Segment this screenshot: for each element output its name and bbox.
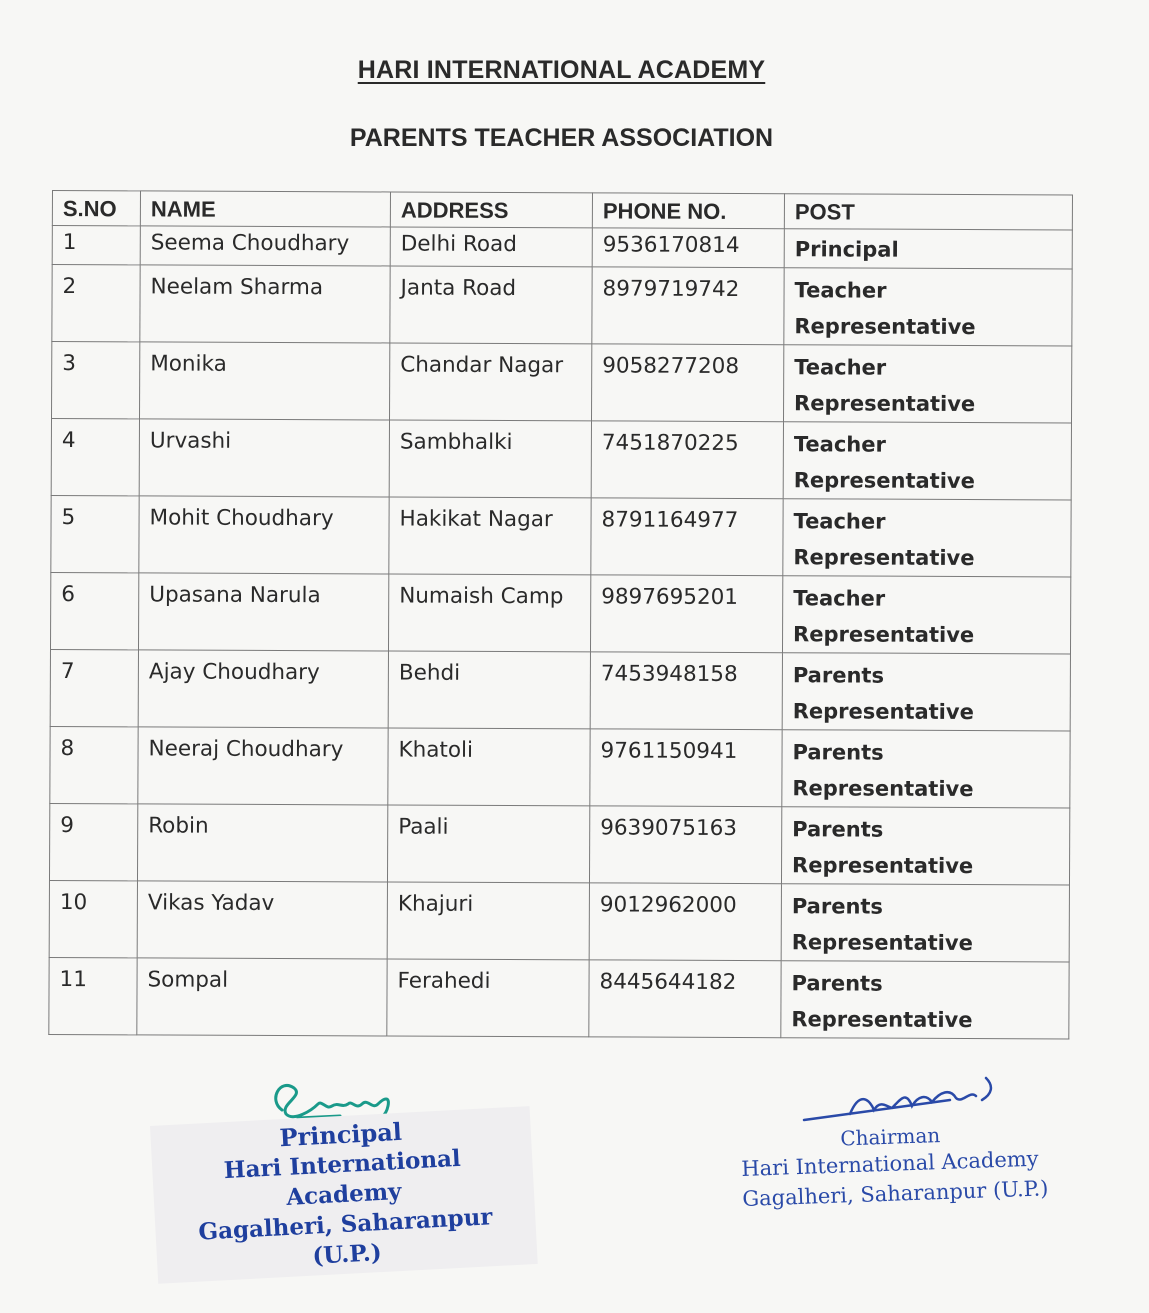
cell-phone: 9897695201 [590,575,782,653]
chairman-school-address: Gagalheri, Saharanpur (U.P.) [741,1176,1049,1211]
chairman-title: Chairman [839,1123,941,1151]
cell-address: Chandar Nagar [389,343,591,421]
cell-post: Parents Representative [782,730,1070,808]
cell-phone: 9058277208 [591,344,783,422]
document-title: HARI INTERNATIONAL ACADEMY [357,56,766,84]
cell-post: Teacher Representative [783,499,1071,577]
cell-name: Monika [140,342,390,420]
cell-post: Teacher Representative [783,345,1071,423]
cell-name: Upasana Narula [138,573,388,651]
cell-sno: 7 [50,649,138,726]
cell-post: Teacher Representative [783,422,1071,500]
cell-phone: 9012962000 [589,883,781,961]
cell-phone: 9536170814 [592,228,784,268]
cell-address: Paali [387,805,589,883]
cell-sno: 3 [52,342,140,419]
principal-title: Principal [278,1116,403,1153]
cell-post: Teacher Representative [782,576,1070,654]
cell-name: Ajay Choudhary [138,650,388,728]
cell-sno: 11 [49,957,137,1034]
cell-address: Hakikat Nagar [389,497,591,575]
principal-school-name: Hari International Academy [223,1144,462,1211]
cell-sno: 4 [51,419,139,496]
cell-address: Ferahedi [387,959,589,1037]
cell-phone: 8979719742 [592,267,784,345]
table-row [51,495,1071,576]
cell-sno: 9 [49,803,137,880]
table-row [49,803,1069,884]
cell-post: Parents Representative [781,961,1069,1039]
cell-sno: 8 [50,726,138,803]
pta-members-table [48,190,1073,1039]
cell-address: Khajuri [387,882,589,960]
table-row [51,419,1071,500]
table-row [52,265,1072,346]
principal-school-address: Gagalheri, Saharanpur (U.P.) [197,1203,494,1270]
cell-post: Parents Representative [781,807,1069,885]
cell-name: Urvashi [139,419,389,497]
cell-post: Principal [784,229,1072,269]
chairman-stamp [740,1119,1063,1214]
cell-name: Sompal [137,958,387,1036]
cell-post: Parents Representative [781,884,1069,962]
cell-phone: 7451870225 [591,421,783,499]
header-post: POST [784,194,1072,230]
table-row [50,572,1070,653]
table-row [52,226,1072,269]
cell-address: Janta Road [390,266,592,344]
header-address: ADDRESS [390,192,592,228]
cell-address: Khatoli [388,728,590,806]
principal-stamp [150,1106,538,1284]
cell-address: Behdi [388,651,590,729]
cell-name: Vikas Yadav [137,881,387,959]
cell-address: Sambhalki [389,420,591,498]
cell-name: Seema Choudhary [140,226,390,266]
cell-name: Neelam Sharma [140,265,390,343]
document-subtitle: PARENTS TEACHER ASSOCIATION [349,124,774,152]
chairman-school-name: Hari International Academy [740,1146,1039,1181]
header-sno: S.NO [52,191,140,226]
cell-sno: 5 [51,495,139,572]
cell-sno: 6 [50,572,138,649]
cell-phone: 7453948158 [590,652,782,730]
cell-address: Numaish Camp [388,574,590,652]
table-row [52,342,1072,423]
cell-post: Teacher Representative [784,268,1072,346]
cell-phone: 8445644182 [589,960,781,1038]
table-row [49,957,1069,1038]
cell-address: Delhi Road [390,227,592,267]
table-row [50,726,1070,807]
header-phone: PHONE NO. [592,193,784,229]
cell-name: Mohit Choudhary [139,496,389,574]
header-name: NAME [140,191,390,227]
cell-sno: 2 [52,265,140,342]
cell-post: Parents Representative [782,653,1070,731]
cell-name: Neeraj Choudhary [138,727,388,805]
table-row [50,649,1070,730]
cell-phone: 8791164977 [591,498,783,576]
cell-sno: 10 [49,880,137,957]
table-row [49,880,1069,961]
principal-signature-block [150,1070,530,1284]
chairman-signature-block [740,1070,1060,1214]
cell-name: Robin [137,804,387,882]
cell-phone: 9639075163 [589,806,781,884]
cell-sno: 1 [52,226,140,265]
table-header-row [52,191,1072,230]
cell-phone: 9761150941 [590,729,782,807]
